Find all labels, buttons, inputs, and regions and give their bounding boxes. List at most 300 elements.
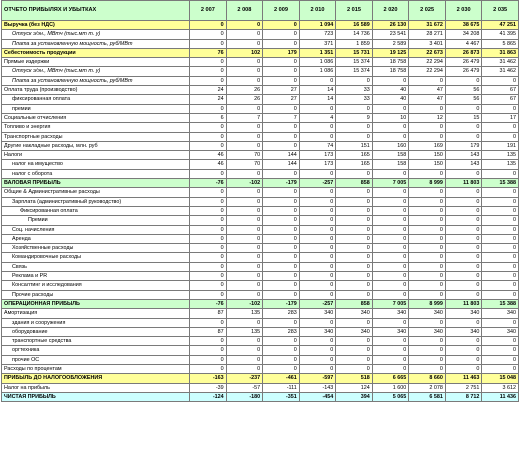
cell-value: 76 (190, 48, 227, 57)
cell-value: 0 (482, 244, 519, 253)
row-label: премии (2, 104, 190, 113)
row-label: Налог на прибыль (2, 383, 190, 392)
cell-value: 0 (336, 244, 373, 253)
cell-value: 8 660 (409, 374, 446, 383)
cell-value: 11 803 (445, 179, 482, 188)
column-header-label: ОТЧЕТО ПРИБЫЛЯХ И УБЫТКАХ (2, 1, 190, 21)
cell-value: 0 (190, 169, 227, 178)
cell-value: 0 (372, 346, 409, 355)
table-row (2, 169, 519, 178)
cell-value: 2 078 (409, 383, 446, 392)
cell-value: 15 388 (482, 179, 519, 188)
cell-value: 0 (409, 244, 446, 253)
cell-value: 0 (299, 244, 336, 253)
cell-value: 38 675 (445, 21, 482, 30)
table-row (2, 234, 519, 243)
cell-value: 9 (336, 113, 373, 122)
cell-value: 0 (372, 318, 409, 327)
cell-value: 0 (263, 225, 300, 234)
cell-value: 0 (445, 76, 482, 85)
cell-value: 46 (190, 151, 227, 160)
cell-value: 0 (263, 364, 300, 373)
cell-value: 0 (299, 364, 336, 373)
cell-value: 0 (226, 58, 263, 67)
cell-value: 0 (372, 123, 409, 132)
cell-value: 0 (263, 76, 300, 85)
cell-value: 0 (336, 253, 373, 262)
row-label: Выручка (без НДС) (2, 21, 190, 30)
cell-value: -111 (263, 383, 300, 392)
cell-value: 34 208 (445, 30, 482, 39)
cell-value: 858 (336, 299, 373, 308)
cell-value: 0 (372, 290, 409, 299)
cell-value: 143 (445, 160, 482, 169)
cell-value: 0 (190, 206, 227, 215)
row-label: Транспортные расходы (2, 132, 190, 141)
cell-value: 2 589 (372, 39, 409, 48)
cell-value: 0 (336, 272, 373, 281)
cell-value: 87 (190, 327, 227, 336)
cell-value: 0 (445, 318, 482, 327)
cell-value: -351 (263, 392, 300, 401)
column-header-year: 2 010 (299, 1, 336, 21)
cell-value: 0 (226, 39, 263, 48)
cell-value: 283 (263, 327, 300, 336)
table-row (2, 337, 519, 346)
cell-value: 340 (482, 309, 519, 318)
cell-value: 0 (372, 225, 409, 234)
cell-value: 0 (372, 272, 409, 281)
cell-value: 340 (409, 309, 446, 318)
cell-value: 0 (190, 123, 227, 132)
cell-value: -124 (190, 392, 227, 401)
column-header-year: 2 020 (372, 1, 409, 21)
cell-value: 0 (226, 272, 263, 281)
cell-value: 0 (336, 318, 373, 327)
cell-value: -163 (190, 374, 227, 383)
cell-value: 7 005 (372, 299, 409, 308)
cell-value: 7 (226, 113, 263, 122)
table-header (2, 1, 519, 21)
cell-value: 40 (372, 95, 409, 104)
cell-value: 0 (482, 318, 519, 327)
table-row (2, 160, 519, 169)
header-row (2, 1, 519, 21)
cell-value: 0 (445, 123, 482, 132)
cell-value: 0 (299, 281, 336, 290)
cell-value: 0 (226, 30, 263, 39)
cell-value: 0 (409, 197, 446, 206)
cell-value: 70 (226, 160, 263, 169)
row-label: Плата за установленную мощность, руб/МВт (2, 76, 190, 85)
cell-value: 33 (336, 95, 373, 104)
cell-value: 0 (190, 141, 227, 150)
cell-value: 18 758 (372, 67, 409, 76)
cell-value: 0 (445, 272, 482, 281)
cell-value: 0 (372, 355, 409, 364)
row-label: налог на имущество (2, 160, 190, 169)
row-label: Оплата труда (производство) (2, 86, 190, 95)
table-row (2, 141, 519, 150)
cell-value: 135 (482, 160, 519, 169)
cell-value: 0 (445, 281, 482, 290)
cell-value: 0 (226, 290, 263, 299)
table-row (2, 355, 519, 364)
cell-value: 0 (409, 318, 446, 327)
cell-value: 0 (372, 206, 409, 215)
cell-value: 0 (409, 355, 446, 364)
table-row (2, 104, 519, 113)
cell-value: 2 751 (445, 383, 482, 392)
table-row (2, 346, 519, 355)
cell-value: 19 125 (372, 48, 409, 57)
cell-value: 0 (190, 132, 227, 141)
cell-value: 0 (445, 225, 482, 234)
cell-value: 31 672 (409, 21, 446, 30)
cell-value: 0 (482, 76, 519, 85)
cell-value: 150 (409, 151, 446, 160)
cell-value: 0 (409, 104, 446, 113)
cell-value: 0 (226, 364, 263, 373)
cell-value: 0 (445, 169, 482, 178)
cell-value: 151 (336, 141, 373, 150)
cell-value: 74 (299, 141, 336, 150)
cell-value: 169 (409, 141, 446, 150)
row-label: налог с оборота (2, 169, 190, 178)
cell-value: 0 (336, 132, 373, 141)
cell-value: 0 (482, 104, 519, 113)
cell-value: -76 (190, 179, 227, 188)
cell-value: 26 (226, 86, 263, 95)
cell-value: 0 (190, 234, 227, 243)
cell-value: 0 (482, 346, 519, 355)
cell-value: 340 (372, 309, 409, 318)
cell-value: 0 (445, 244, 482, 253)
cell-value: 0 (263, 123, 300, 132)
row-label: Расходы по процентам (2, 364, 190, 373)
cell-value: 0 (482, 225, 519, 234)
cell-value: 0 (226, 188, 263, 197)
cell-value: 56 (445, 86, 482, 95)
cell-value: 0 (372, 253, 409, 262)
cell-value: 70 (226, 151, 263, 160)
cell-value: 0 (482, 364, 519, 373)
cell-value: 0 (226, 206, 263, 215)
cell-value: 0 (226, 244, 263, 253)
cell-value: 26 873 (445, 48, 482, 57)
cell-value: 0 (226, 123, 263, 132)
cell-value: 3 401 (409, 39, 446, 48)
row-label: Хозяйственные расходы (2, 244, 190, 253)
cell-value: 0 (445, 197, 482, 206)
cell-value: 0 (482, 272, 519, 281)
row-label: Отпуск э/эн., МВтч (тыс.мт т. у) (2, 30, 190, 39)
cell-value: -143 (299, 383, 336, 392)
cell-value: 0 (372, 234, 409, 243)
cell-value: 0 (409, 337, 446, 346)
cell-value: 11 463 (445, 374, 482, 383)
cell-value: 28 271 (409, 30, 446, 39)
cell-value: 0 (190, 104, 227, 113)
cell-value: 56 (445, 95, 482, 104)
table-row (2, 299, 519, 308)
cell-value: 158 (372, 151, 409, 160)
cell-value: 27 (263, 86, 300, 95)
table-row (2, 206, 519, 215)
cell-value: 0 (299, 197, 336, 206)
cell-value: 0 (263, 39, 300, 48)
row-label: ЧИСТАЯ ПРИБЫЛЬ (2, 392, 190, 401)
cell-value: 22 673 (409, 48, 446, 57)
row-label: фиксированная оплата (2, 95, 190, 104)
cell-value: 0 (482, 290, 519, 299)
cell-value: 0 (226, 253, 263, 262)
cell-value: 15 048 (482, 374, 519, 383)
table-row (2, 309, 519, 318)
table-row (2, 95, 519, 104)
table-row (2, 21, 519, 30)
row-label: Другие накладные расходы, млн. руб (2, 141, 190, 150)
cell-value: -102 (226, 299, 263, 308)
cell-value: -257 (299, 299, 336, 308)
cell-value: 340 (409, 327, 446, 336)
cell-value: 0 (336, 355, 373, 364)
row-label: здания и сооружения (2, 318, 190, 327)
cell-value: 0 (190, 346, 227, 355)
cell-value: 1 094 (299, 21, 336, 30)
cell-value: 67 (482, 86, 519, 95)
cell-value: 26 479 (445, 58, 482, 67)
row-label: Налоги (2, 151, 190, 160)
row-label: Амортизация (2, 309, 190, 318)
cell-value: 0 (190, 290, 227, 299)
row-label: Топливо и энергия (2, 123, 190, 132)
cell-value: 0 (372, 244, 409, 253)
cell-value: 0 (409, 169, 446, 178)
cell-value: 340 (445, 309, 482, 318)
cell-value: 0 (263, 67, 300, 76)
table-row (2, 327, 519, 336)
cell-value: 0 (445, 337, 482, 346)
cell-value: 0 (190, 188, 227, 197)
cell-value: 144 (263, 160, 300, 169)
cell-value: 165 (336, 160, 373, 169)
cell-value: 0 (372, 281, 409, 290)
cell-value: 124 (336, 383, 373, 392)
cell-value: 723 (299, 30, 336, 39)
cell-value: 0 (190, 253, 227, 262)
cell-value: 0 (263, 244, 300, 253)
cell-value: 179 (445, 141, 482, 150)
cell-value: 0 (409, 188, 446, 197)
cell-value: 0 (190, 244, 227, 253)
cell-value: 0 (226, 281, 263, 290)
cell-value: 0 (226, 76, 263, 85)
cell-value: 0 (336, 216, 373, 225)
table-row (2, 113, 519, 122)
cell-value: 0 (445, 346, 482, 355)
cell-value: 1 086 (299, 67, 336, 76)
cell-value: 0 (409, 234, 446, 243)
row-label: Прямые издержки (2, 58, 190, 67)
cell-value: 6 (190, 113, 227, 122)
cell-value: 135 (482, 151, 519, 160)
cell-value: 135 (226, 327, 263, 336)
cell-value: 0 (226, 21, 263, 30)
cell-value: 340 (299, 327, 336, 336)
cell-value: 0 (482, 123, 519, 132)
cell-value: 0 (482, 262, 519, 271)
cell-value: 340 (372, 327, 409, 336)
cell-value: 17 (482, 113, 519, 122)
cell-value: 0 (336, 225, 373, 234)
cell-value: 0 (226, 141, 263, 150)
cell-value: 14 736 (336, 30, 373, 39)
table-row (2, 123, 519, 132)
cell-value: 87 (190, 309, 227, 318)
cell-value: 0 (299, 206, 336, 215)
cell-value: -76 (190, 299, 227, 308)
cell-value: 0 (409, 123, 446, 132)
cell-value: 5 865 (482, 39, 519, 48)
cell-value: 0 (299, 253, 336, 262)
cell-value: 0 (336, 76, 373, 85)
profit-loss-table (1, 0, 519, 402)
table-row (2, 86, 519, 95)
cell-value: 0 (190, 272, 227, 281)
cell-value: 0 (226, 197, 263, 206)
cell-value: 173 (299, 160, 336, 169)
cell-value: 18 758 (372, 58, 409, 67)
table-row (2, 364, 519, 373)
cell-value: 26 130 (372, 21, 409, 30)
cell-value: 0 (482, 234, 519, 243)
cell-value: 0 (445, 206, 482, 215)
row-label: Общие & Административные расходы (2, 188, 190, 197)
cell-value: 23 541 (372, 30, 409, 39)
cell-value: 47 (409, 95, 446, 104)
cell-value: 0 (190, 197, 227, 206)
row-label: Фиксированная оплата (2, 206, 190, 215)
cell-value: -237 (226, 374, 263, 383)
cell-value: 40 (372, 86, 409, 95)
cell-value: 0 (445, 104, 482, 113)
cell-value: 371 (299, 39, 336, 48)
cell-value: 0 (372, 76, 409, 85)
cell-value: 0 (409, 346, 446, 355)
cell-value: 0 (372, 364, 409, 373)
cell-value: 0 (190, 262, 227, 271)
column-header-year: 2 035 (482, 1, 519, 21)
cell-value: 0 (299, 355, 336, 364)
cell-value: 0 (409, 76, 446, 85)
cell-value: 0 (336, 364, 373, 373)
cell-value: 0 (482, 216, 519, 225)
cell-value: 4 467 (445, 39, 482, 48)
cell-value: 67 (482, 95, 519, 104)
cell-value: 0 (226, 262, 263, 271)
cell-value: 22 294 (409, 67, 446, 76)
cell-value: 7 005 (372, 179, 409, 188)
cell-value: 15 374 (336, 67, 373, 76)
row-label: Отпуск э/эн., МВтч (тыс.мт т. у) (2, 67, 190, 76)
cell-value: 4 (299, 113, 336, 122)
cell-value: -39 (190, 383, 227, 392)
table-row (2, 48, 519, 57)
cell-value: 33 (336, 86, 373, 95)
cell-value: 0 (190, 281, 227, 290)
cell-value: 0 (299, 104, 336, 113)
cell-value: 160 (372, 141, 409, 150)
cell-value: 0 (445, 262, 482, 271)
cell-value: 0 (299, 76, 336, 85)
cell-value: 0 (336, 234, 373, 243)
cell-value: 8 999 (409, 299, 446, 308)
cell-value: 0 (190, 58, 227, 67)
cell-value: 5 065 (372, 392, 409, 401)
row-label: Аренда (2, 234, 190, 243)
cell-value: 0 (482, 132, 519, 141)
cell-value: 0 (263, 346, 300, 355)
cell-value: 0 (409, 262, 446, 271)
cell-value: 46 (190, 160, 227, 169)
cell-value: 0 (263, 58, 300, 67)
cell-value: 0 (190, 318, 227, 327)
cell-value: 0 (482, 188, 519, 197)
cell-value: 165 (336, 151, 373, 160)
cell-value: 0 (482, 169, 519, 178)
cell-value: 0 (226, 337, 263, 346)
cell-value: 0 (372, 188, 409, 197)
cell-value: 0 (299, 290, 336, 299)
cell-value: 0 (226, 132, 263, 141)
cell-value: 14 (299, 95, 336, 104)
cell-value: 0 (482, 281, 519, 290)
cell-value: 0 (299, 216, 336, 225)
cell-value: 0 (263, 141, 300, 150)
row-label: транспортные средства (2, 337, 190, 346)
table-row (2, 197, 519, 206)
cell-value: 179 (263, 48, 300, 57)
cell-value: 0 (263, 318, 300, 327)
table-row (2, 132, 519, 141)
cell-value: 11 803 (445, 299, 482, 308)
cell-value: 144 (263, 151, 300, 160)
cell-value: 15 374 (336, 58, 373, 67)
cell-value: 0 (372, 216, 409, 225)
column-header-year: 2 007 (190, 1, 227, 21)
cell-value: 0 (263, 188, 300, 197)
cell-value: 0 (445, 364, 482, 373)
cell-value: 0 (226, 216, 263, 225)
table-row (2, 290, 519, 299)
row-label: Себестоимость продукции (2, 48, 190, 57)
cell-value: 0 (190, 216, 227, 225)
cell-value: 0 (336, 337, 373, 346)
cell-value: 0 (445, 290, 482, 299)
row-label: Командировочные расходы (2, 253, 190, 262)
row-label: Реклама и PR (2, 272, 190, 281)
cell-value: 340 (336, 309, 373, 318)
cell-value: 1 859 (336, 39, 373, 48)
cell-value: 7 (263, 113, 300, 122)
cell-value: 0 (226, 346, 263, 355)
cell-value: 0 (299, 132, 336, 141)
cell-value: 0 (372, 262, 409, 271)
cell-value: 31 863 (482, 48, 519, 57)
cell-value: 47 (409, 86, 446, 95)
cell-value: 518 (336, 374, 373, 383)
